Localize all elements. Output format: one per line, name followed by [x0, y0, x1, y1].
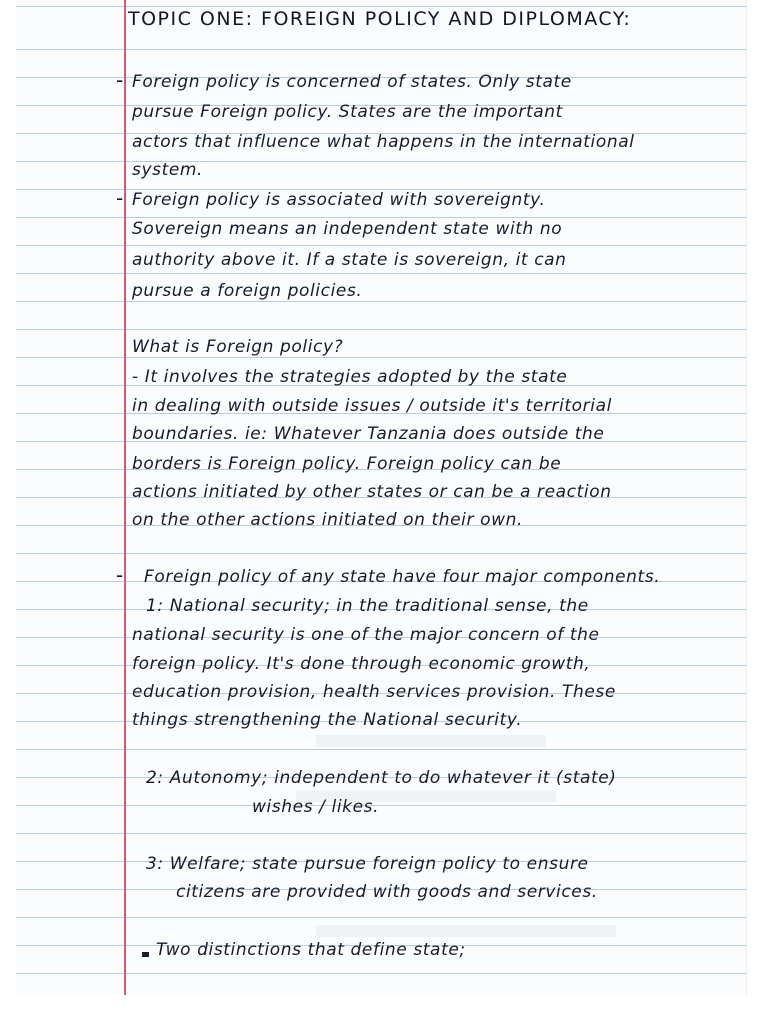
text-line: system.	[132, 160, 204, 180]
text-line: pursue Foreign policy. States are the important	[132, 102, 563, 122]
bullet-dash: -	[116, 563, 124, 587]
text-line: Sovereign means an independent state with no	[132, 219, 563, 239]
text-line: Foreign policy is associated with sovereignty.	[132, 190, 546, 210]
notebook-page	[16, 0, 747, 995]
bullet-dash: -	[116, 186, 124, 210]
text-line: national security is one of the major concern of the	[132, 625, 600, 645]
text-line: foreign policy. It's done through economic growth,	[132, 654, 591, 674]
bullet-dash: -	[116, 68, 124, 92]
text-line: boundaries. ie: Whatever Tanzania does outside the	[132, 424, 605, 444]
margin-line	[124, 0, 126, 995]
page-title: TOPIC ONE: FOREIGN POLICY AND DIPLOMACY:	[128, 8, 632, 30]
text-line: 1: National security; in the traditional sense, the	[146, 596, 589, 616]
bullet-square	[142, 952, 149, 957]
text-line: wishes / likes.	[252, 797, 380, 817]
text-line: borders is Foreign policy. Foreign policy can be	[132, 454, 562, 474]
text-line: on the other actions initiated on their own.	[132, 510, 523, 530]
text-line: Foreign policy of any state have four major components.	[144, 567, 661, 587]
text-line: authority above it. If a state is sovereign, it can	[132, 250, 567, 270]
text-line: - It involves the strategies adopted by the state	[132, 367, 568, 387]
text-line: citizens are provided with goods and services.	[176, 882, 598, 902]
text-line: education provision, health services provision. These	[132, 682, 616, 702]
text-line: Foreign policy is concerned of states. Only state	[132, 72, 572, 92]
text-line: actors that influence what happens in the international	[132, 132, 635, 152]
show-through-mark	[316, 735, 546, 747]
text-line: actions initiated by other states or can be a reaction	[132, 482, 612, 502]
text-line: pursue a foreign policies.	[132, 281, 363, 301]
text-line: 3: Welfare; state pursue foreign policy to ensure	[146, 854, 589, 874]
text-line: 2: Autonomy; independent to do whatever it (state)	[146, 768, 617, 788]
show-through-mark	[316, 925, 616, 937]
question-heading: What is Foreign policy?	[132, 337, 344, 357]
text-line: in dealing with outside issues / outside it's territorial	[132, 396, 612, 416]
text-line: things strengthening the National security.	[132, 710, 523, 730]
text-line: Two distinctions that define state;	[156, 940, 466, 960]
